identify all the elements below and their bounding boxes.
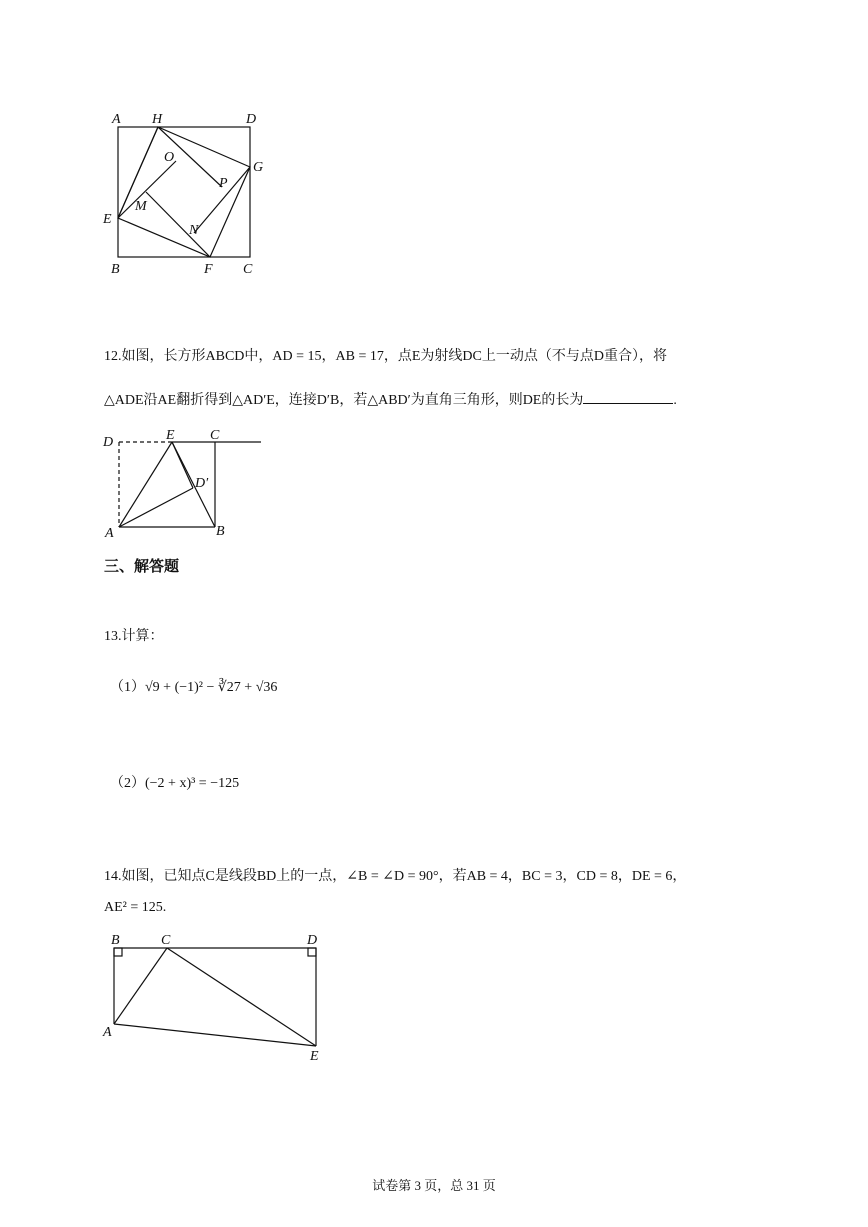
- label-h: H: [152, 112, 163, 127]
- label-e: E: [310, 1049, 319, 1064]
- label-c: C: [210, 428, 220, 443]
- q12-line2-end: .: [673, 393, 677, 408]
- square-abcd: [118, 127, 250, 257]
- q12-line1: 12.如图，长方形ABCD中，AD = 15，AB = 17，点E为射线DC上一动点（不与点D重合），将: [104, 349, 667, 364]
- label-d-prime: D′: [195, 476, 209, 491]
- label-b: B: [216, 524, 225, 539]
- q13-part1: （1）√9 + (−1)² − ∛27 + √36: [110, 680, 278, 695]
- q14-line2: AE² = 125.: [104, 900, 167, 915]
- label-e: E: [103, 212, 112, 227]
- page-footer: 试卷第 3 页，总 31 页: [372, 1178, 496, 1193]
- q13-title: 13.计算：: [104, 629, 164, 644]
- label-d: D: [307, 933, 318, 948]
- figure-q11: [100, 105, 280, 280]
- section-title: 三、解答题: [104, 557, 180, 575]
- label-b: B: [111, 933, 120, 948]
- q12-line2-text: △ADE沿AE翻折得到△AD′E，连接D′B，若△ABD′为直角三角形，则DE的长为: [104, 393, 584, 408]
- label-o: O: [164, 150, 175, 165]
- q14-line1: 14.如图，已知点C是线段BD上的一点，∠B = ∠D = 90°，若AB = 4，BC = 3，CD = 8，DE = 6，: [104, 869, 687, 884]
- label-g: G: [253, 160, 264, 175]
- label-b: B: [111, 262, 120, 277]
- label-d: D: [103, 435, 114, 450]
- label-n: N: [189, 223, 199, 238]
- answer-blank[interactable]: [583, 389, 673, 404]
- label-d: D: [246, 112, 257, 127]
- label-a: A: [112, 112, 121, 127]
- figure-q12: [95, 424, 275, 544]
- q13-part2: （2）(−2 + x)³ = −125: [110, 776, 240, 791]
- label-a: A: [105, 526, 114, 541]
- label-a: A: [103, 1025, 112, 1040]
- label-m: M: [135, 199, 147, 214]
- label-c: C: [161, 933, 171, 948]
- label-f: F: [204, 262, 213, 277]
- label-p: P: [219, 176, 228, 191]
- square-hgfe: [118, 127, 250, 257]
- label-e: E: [166, 428, 175, 443]
- q12-line2: [104, 389, 677, 409]
- figure-q14: [95, 928, 335, 1068]
- label-c: C: [243, 262, 253, 277]
